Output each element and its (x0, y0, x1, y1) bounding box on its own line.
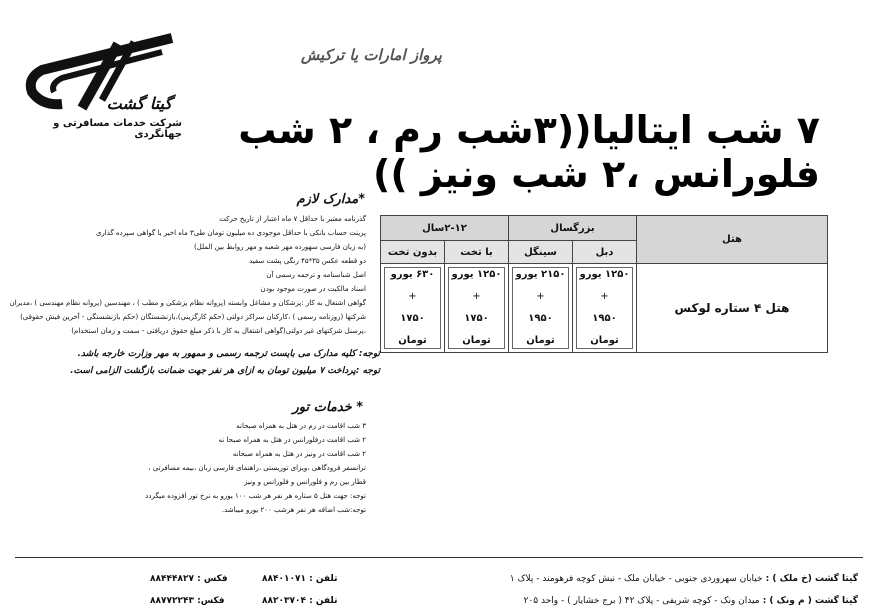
list-item: ۲ شب اقامت در ونیز در هتل به همراه صبحانه (232, 450, 366, 458)
price-table (380, 215, 828, 353)
plus-sign: + (600, 291, 609, 302)
price-euro: ۱۲۵۰ یورو (451, 269, 502, 280)
child-header: ۲-۱۲سال (381, 216, 509, 241)
branch-name: گیتا گشت (خ ملک ) : (765, 574, 858, 584)
price-single (509, 264, 573, 353)
note: توجه :پرداخت ۷ میلیون تومان به ازای هر نفر جهت ضمانت بازگشت الزامی است. (70, 366, 380, 376)
list-item: ۲ شب اقامت درفلورانس در هتل به همراه صبحا نه (218, 436, 366, 444)
col-double: دبل (573, 241, 637, 264)
fax-label: فکس: (197, 596, 225, 606)
footer-fax-1 (150, 574, 228, 584)
footer-phone-1 (262, 574, 337, 584)
footer-fax-2 (150, 596, 225, 606)
tour-title: ۷ شب ایتالیا((۳شب رم ، ۲ شب فلورانس ،۲ شب ونیز )) (238, 108, 820, 196)
list-item: توجه: جهت هتل ۵ ستاره هر نفر هر شب ۱۰۰ یورو به نرخ تور افزوده میگردد (145, 492, 366, 500)
col-no-bed: بدون تخت (381, 241, 445, 264)
documents-list (9, 212, 366, 338)
footer-divider (15, 557, 863, 558)
flight-subtitle: پرواز امارات یا ترکیش (300, 46, 442, 64)
phone-number: ۸۸۲۰۳۷۰۴ (262, 596, 306, 606)
list-item: گذرنامه معتبر با حداقل ۷ ماه اعتبار از تاریخ حرکت (219, 215, 366, 223)
list-item: قطار بین رم و فلورانس و فلورانس و ونیز (244, 478, 366, 486)
list-item: گواهی اشتغال به کار :پزشکان و مشاغل وابسته (پروانه نظام پزشکی و مطب ) ، مهندسین (پروانه نظام مهندسی ) ،مدیران (9, 299, 366, 307)
list-item: (به زبان فارسی سهورده مهر شعبه و مهر روابط بین الملل) (193, 243, 366, 251)
adult-header: بزرگسال (509, 216, 637, 241)
price-euro: ۶۳۰ یورو (390, 269, 435, 280)
hotel-name: هتل ۴ ستاره لوکس (637, 264, 828, 353)
price-euro: ۲۱۵۰ یورو (515, 269, 566, 280)
list-item: توجه:شب اضافه هر نفر هرشب ۲۰۰ یورو میباشد. (221, 506, 366, 514)
price-double (573, 264, 637, 353)
list-item: شرکتها (روزنامه رسمی ) ،کارکنان سراکز دولتی (حکم کارگزینی)،بازنشستگان (حکم بازنشستگی - آخرین فیش حقوقی) (20, 313, 366, 321)
phone-label: تلفن : (309, 596, 338, 606)
price-euro: ۱۲۵۰ یورو (579, 269, 630, 280)
footer-phone-2 (262, 596, 337, 606)
list-item: اصل شناسنامه و ترجمه رسمی آن (266, 271, 366, 279)
plus-sign: + (536, 291, 545, 302)
price-toman: ۱۷۵۰ تومان (462, 313, 491, 346)
list-item: پرینت حساب بانکی با حداقل موجودی ده میلیون تومان طی۳ ماه اخیر یا گواهی سپرده گذاری (95, 229, 366, 237)
fax-label: فکس : (197, 574, 228, 584)
services-list (145, 419, 366, 517)
phone-label: تلفن : (309, 574, 338, 584)
services-heading: * خدمات تور (292, 400, 363, 415)
price-toman: ۱۹۵۰ تومان (590, 313, 619, 346)
price-toman: ۱۷۵۰ تومان (398, 313, 427, 346)
price-with-bed (445, 264, 509, 353)
note: توجه: کلیه مدارک می بایست ترجمه رسمی و ممهور به مهر وزارت خارجه باشد. (77, 349, 380, 359)
hotel-header: هتل (637, 216, 828, 264)
price-no-bed (381, 264, 445, 353)
branch-address: میدان ونک - کوچه شریفی - پلاک ۴۲ ( برج خشایار ) - واحد ۲۰۵ (523, 596, 760, 606)
brand-tagline: شرکت خدمات مسافرتی و جهانگردی (53, 118, 182, 140)
footer-branch-2 (524, 596, 858, 606)
plus-sign: + (408, 291, 417, 302)
footer-branch-1 (510, 574, 858, 584)
branch-name: گیتا گشت ( م ونک ) : (762, 596, 858, 606)
branch-address: خیابان سهروردی جنوبی - خیابان ملک - نبش کوچه فرهومند - پلاک ۱ (509, 574, 763, 584)
list-item: ۳ شب اقامت در رم در هتل به همراه صبحانه (236, 422, 366, 430)
col-single: سینگل (509, 241, 573, 264)
list-item: اسناد مالکیت در صورت موجود بودن (260, 285, 366, 293)
fax-number: ۸۸۷۷۲۲۴۳ (150, 596, 194, 606)
list-item: ترانسفر فرودگاهی ،ویزای توریستی ،راهنمای فارسی زبان ،بیمه مسافرتی ، (148, 464, 366, 472)
fax-number: ۸۸۴۴۴۸۲۷ (150, 574, 194, 584)
col-with-bed: با تخت (445, 241, 509, 264)
plus-sign: + (472, 291, 481, 302)
list-item: دو قطعه عکس ۳۵*۴۵ رنگی پشت سفید (249, 257, 366, 265)
brand-name: گیتا گشت (106, 94, 172, 113)
phone-number: ۸۸۴۰۱۰۷۱ (262, 574, 306, 584)
notes (20, 346, 380, 380)
list-item: ،پرسنل شرکتهای غیر دولتی(گواهی اشتغال به کار با ذکر مبلغ حقوق دریافتی - سمت و زمان استخدام) (71, 327, 366, 335)
documents-heading: *مدارک لازم (296, 192, 365, 207)
price-toman: ۱۹۵۰ تومان (526, 313, 555, 346)
